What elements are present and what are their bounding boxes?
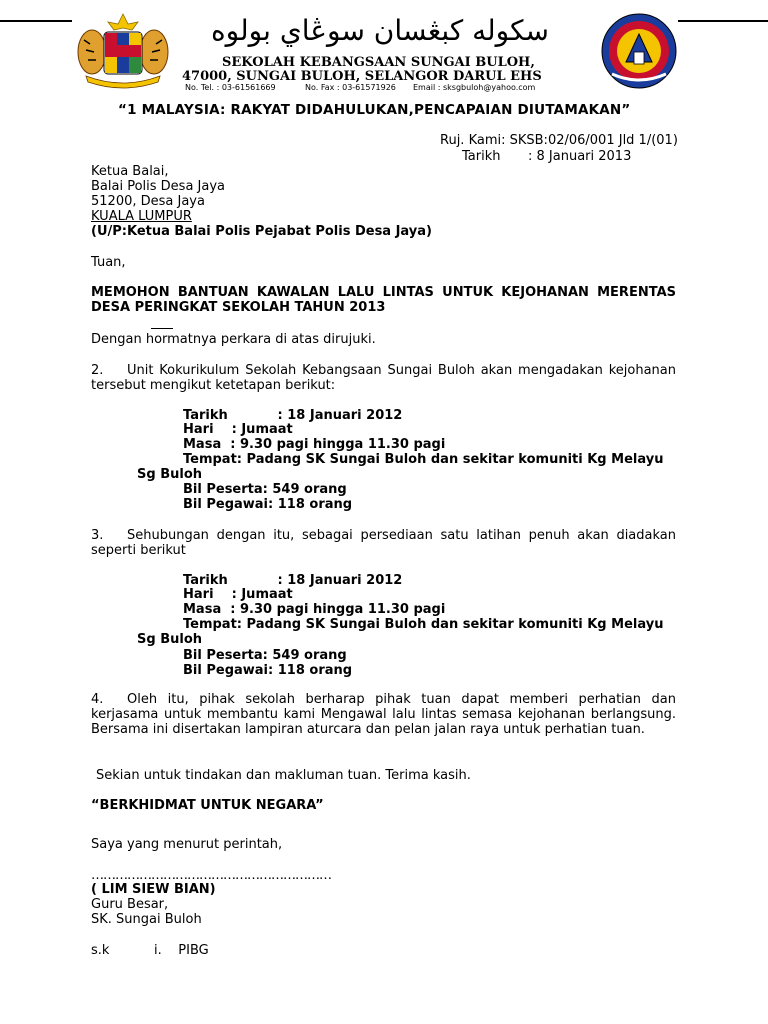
subject-underline-mark [151, 328, 173, 329]
signatory-name: ( LIM SIEW BIAN) [91, 882, 216, 897]
event-date: Tarikh : 18 Januari 2012 [183, 408, 403, 423]
school-tel: No. Tel. : 03-61561669 [185, 83, 276, 92]
recipient-line-3: 51200, Desa Jaya [91, 194, 205, 209]
school-fax: No. Fax : 03-61571926 [305, 83, 396, 92]
event-participants: Bil Peserta: 549 orang [183, 482, 347, 497]
school-email: Email : sksgbuloh@yahoo.com [413, 83, 536, 92]
paragraph-4-number: 4. [91, 692, 104, 707]
reference-number: Ruj. Kami: SKSB:02/06/001 Jld 1/(01) [440, 133, 678, 148]
signatory-school: SK. Sungai Buloh [91, 912, 202, 927]
paragraph-2-number: 2. [91, 363, 104, 378]
paragraph-4-text: Oleh itu, pihak sekolah berharap pihak tuan dapat memberi perhatian dan kerjasama untuk membantu kami Mengawal lalu lintas semasa kejohanan berlangsung. Bersama ini disertakan lampiran aturcara dan pelan jalan raya untuk perhatian tuan. [91, 692, 676, 737]
sign-off: Saya yang menurut perintah, [91, 837, 283, 852]
letter-date-label: Tarikh [462, 149, 501, 164]
rehearsal-time: Masa : 9.30 pagi hingga 11.30 pagi [183, 602, 446, 617]
rehearsal-venue-cont: Sg Buloh [137, 632, 202, 647]
event-officers: Bil Pegawai: 118 orang [183, 497, 353, 512]
signature-line: …………………………………………………… [91, 868, 331, 883]
school-address: 47000, SUNGAI BULOH, SELANGOR DARUL EHS [182, 69, 542, 84]
closing-remark: Sekian untuk tindakan dan makluman tuan. Terima kasih. [96, 768, 471, 783]
recipient-line-2: Balai Polis Desa Jaya [91, 179, 226, 194]
recipient-line-1: Ketua Balai, [91, 164, 169, 179]
jawi-school-name: سکوله کبڠسان سوڠاي بولوه [211, 14, 549, 47]
event-day: Hari : Jumaat [183, 422, 293, 437]
coat-of-arms-logo [72, 10, 174, 90]
salutation: Tuan, [91, 255, 126, 270]
letter-date: : 8 Januari 2013 [528, 149, 632, 164]
header-rule-left [0, 20, 72, 22]
letter-subject: MEMOHON BANTUAN KAWALAN LALU LINTAS UNTUK KEJOHANAN MERENTAS DESA PERINGKAT SEKOLAH TAHUN 2013 [91, 285, 676, 315]
rehearsal-officers: Bil Pegawai: 118 orang [183, 663, 353, 678]
paragraph-1: Dengan hormatnya perkara di atas dirujuki. [91, 332, 376, 347]
header-rule-right [678, 20, 768, 22]
motto: “1 MALAYSIA: RAKYAT DIDAHULUKAN,PENCAPAIAN DIUTAMAKAN” [118, 102, 631, 118]
slogan: “BERKHIDMAT UNTUK NEGARA” [91, 798, 324, 813]
paragraph-3-text: Sehubungan dengan itu, sebagai persediaan satu latihan penuh akan diadakan seperti berikut [91, 528, 676, 558]
cc-label: s.k [91, 943, 110, 958]
cc-item: i. PIBG [154, 943, 209, 958]
signatory-title: Guru Besar, [91, 897, 169, 912]
rehearsal-venue: Tempat: Padang SK Sungai Buloh dan sekitar komuniti Kg Melayu [183, 617, 664, 632]
event-venue-cont: Sg Buloh [137, 467, 202, 482]
school-name: SEKOLAH KEBANGSAAN SUNGAI BULOH, [222, 55, 535, 70]
paragraph-3-number: 3. [91, 528, 104, 543]
rehearsal-date: Tarikh : 18 Januari 2012 [183, 573, 403, 588]
rehearsal-participants: Bil Peserta: 549 orang [183, 648, 347, 663]
recipient-city: KUALA LUMPUR [91, 209, 192, 224]
event-time: Masa : 9.30 pagi hingga 11.30 pagi [183, 437, 446, 452]
rehearsal-day: Hari : Jumaat [183, 587, 293, 602]
recipient-attention: (U/P:Ketua Balai Polis Pejabat Polis Desa Jaya) [91, 224, 432, 239]
paragraph-2-text: Unit Kokurikulum Sekolah Kebangsaan Sungai Buloh akan mengadakan kejohanan tersebut mengikut ketetapan berikut: [91, 363, 676, 393]
event-venue: Tempat: Padang SK Sungai Buloh dan sekitar komuniti Kg Melayu [183, 452, 664, 467]
school-crest-logo [598, 12, 680, 90]
